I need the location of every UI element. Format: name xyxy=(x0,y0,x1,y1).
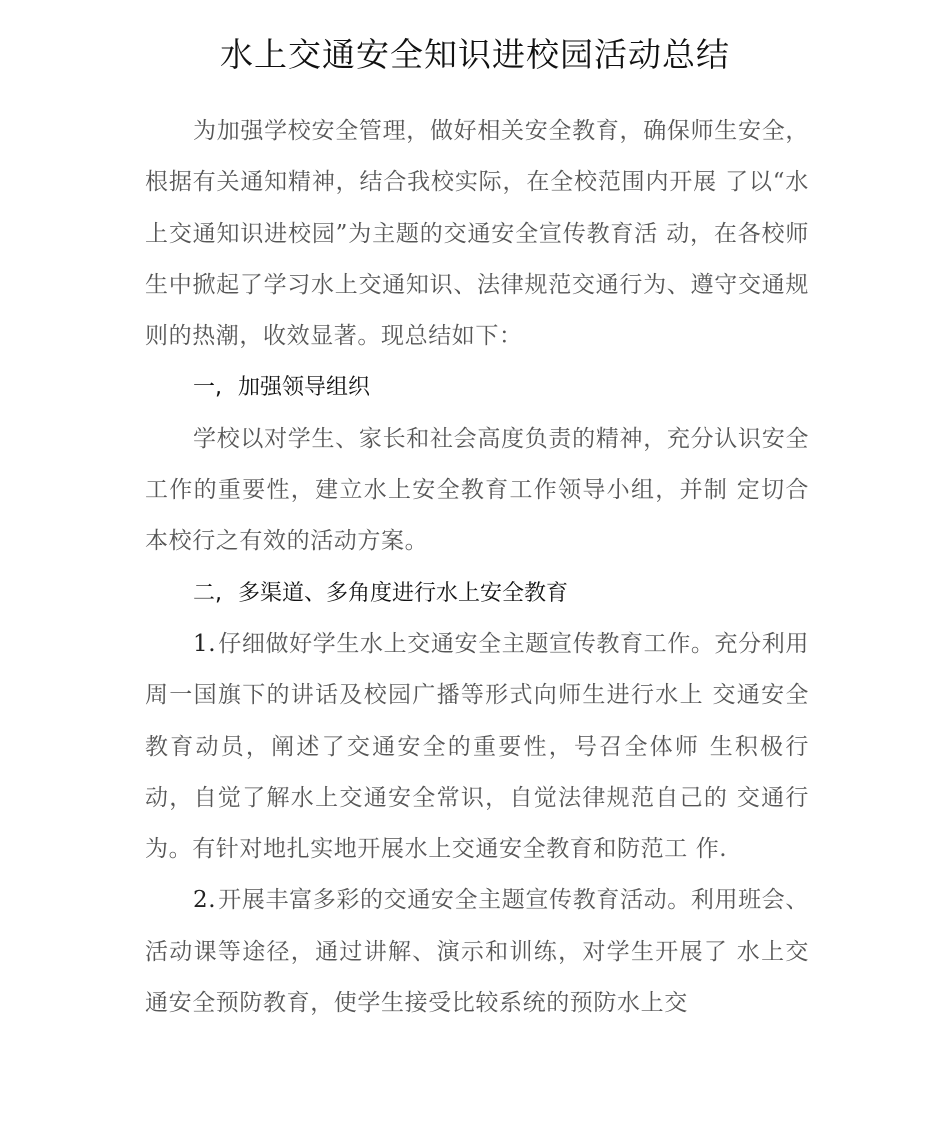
document-body xyxy=(145,106,809,1029)
document-title: 水上交通安全知识进校园活动总结 xyxy=(220,35,730,74)
section-1-title: 加强领导组织 xyxy=(238,375,371,401)
section-2-title: 多渠道、多角度进行水上安全教育 xyxy=(238,580,569,606)
intro-paragraph: 为加强学校安全管理，做好相关安全教育，确保师生安全，根据有关通知精神，结合我校实际，在全校范围内开展 了以“水上交通知识进校园”为主题的交通安全宣传教育活 动，在各校师生中掀起了学习水上交通知识、法律规范交通行为、遵守交通规则的热潮，收效显著。现总结如下： xyxy=(145,118,809,350)
section-2-heading xyxy=(145,568,809,619)
section-2-item-1-text: 仔细做好学生水上交通安全主题宣传教育工作。充分利用周一国旗下的讲话及校园广播等形式向师生进行水上 交通安全教育动员，阐述了交通安全的重要性，号召全体师 生积极行动，自觉了解水上交通安全常识，自觉法律规范自己的 交通行为。有针对地扎实地开展水上交通安全教育和防范工 作. xyxy=(145,630,809,863)
section-2-item-2 xyxy=(145,875,809,1029)
section-2-item-2-text: 开展丰富多彩的交通安全主题宣传教育活动。利用班会、活动课等途径，通过讲解、演示和训练，对学生开展了 水上交通安全预防教育，使学生接受比较系统的预防水上交 xyxy=(145,887,809,1017)
section-1-paragraph: 学校以对学生、家长和社会高度负责的精神，充分认识安全工作的重要性，建立水上安全教育工作领导小组，并制 定切合本校行之有效的活动方案。 xyxy=(145,425,809,555)
section-1-heading xyxy=(145,362,809,413)
section-2-item-1 xyxy=(145,619,809,875)
section-2-item-1-number: 1. xyxy=(193,630,217,657)
section-1-number: 一, xyxy=(193,375,222,401)
section-2-item-2-number: 2. xyxy=(193,887,217,914)
section-2-number: 二, xyxy=(193,580,222,606)
